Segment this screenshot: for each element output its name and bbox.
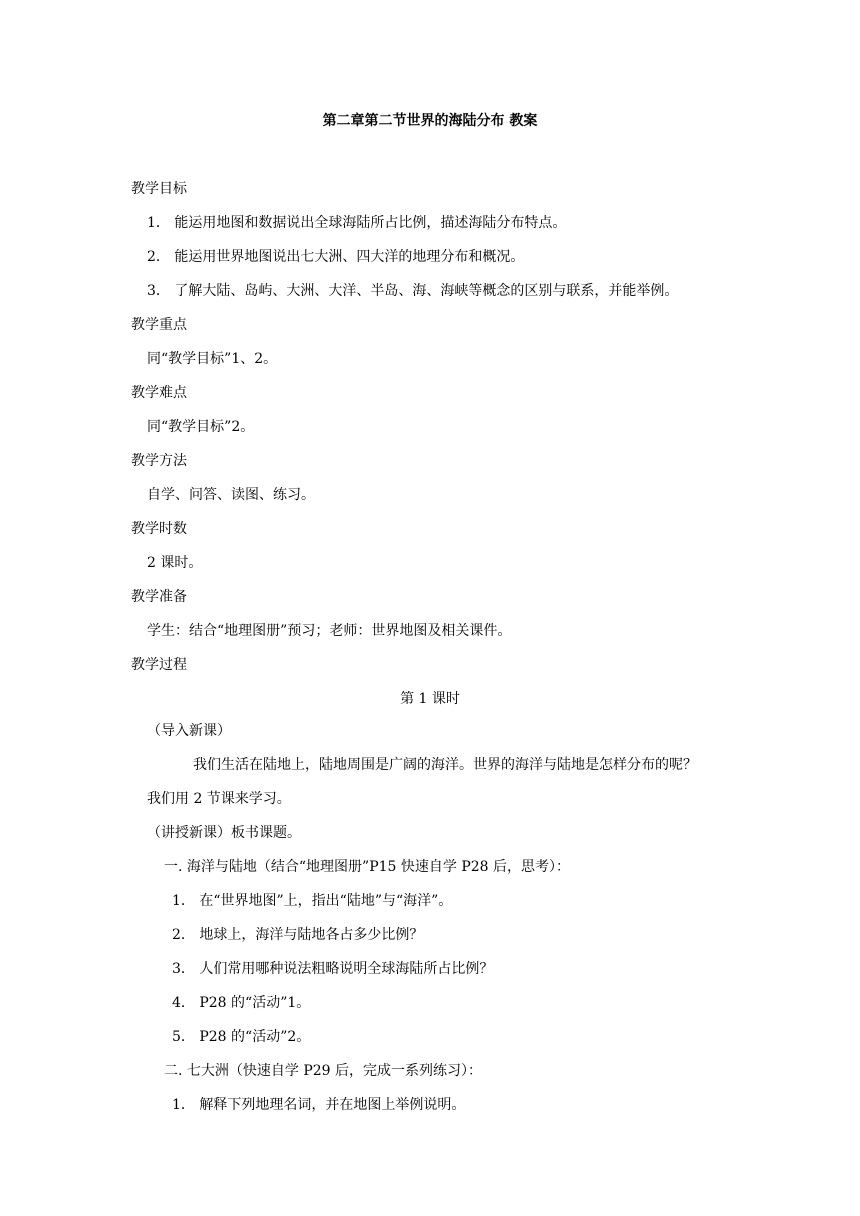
methods-heading: 教学方法 [131, 453, 187, 469]
lesson-heading: 第 1 课时 [400, 691, 460, 707]
difficulties-heading: 教学难点 [131, 385, 187, 401]
intro-label: （导入新课） [147, 723, 231, 739]
process-heading: 教学过程 [131, 657, 187, 673]
intro-text: 我们生活在陆地上，陆地周围是广阔的海洋。世界的海洋与陆地是怎样分布的呢？ [193, 757, 697, 773]
preparation-text: 学生：结合“地理图册”预习；老师：世界地图及相关课件。 [147, 623, 512, 639]
part1-heading: 一. 海洋与陆地（结合“地理图册”P15 快速自学 P28 后，思考）： [164, 859, 571, 875]
document-title: 第二章第二节世界的海陆分布 教案 [322, 113, 538, 129]
methods-text: 自学、问答、读图、练习。 [147, 487, 315, 503]
part1-item: 3． 人们常用哪种说法粗略说明全球海陆所占比例？ [172, 961, 494, 977]
preparation-heading: 教学准备 [131, 589, 187, 605]
part1-item: 4． P28 的“活动”1。 [172, 995, 311, 1011]
part2-heading: 二. 七大洲（快速自学 P29 后，完成一系列练习）： [164, 1063, 483, 1079]
key-points-text: 同“教学目标”1、2。 [147, 351, 278, 367]
part1-item: 5． P28 的“活动”2。 [172, 1029, 311, 1045]
intro-text-continued: 我们用 2 节课来学习。 [147, 791, 291, 807]
teach-label: （讲授新课）板书课题。 [147, 825, 301, 841]
objective-item: 3． 了解大陆、岛屿、大洲、大洋、半岛、海、海峡等概念的区别与联系，并能举例。 [147, 283, 679, 299]
hours-heading: 教学时数 [131, 521, 187, 537]
part2-item: 1． 解释下列地理名词，并在地图上举例说明。 [172, 1097, 466, 1113]
part1-item: 2． 地球上，海洋与陆地各占多少比例？ [172, 927, 424, 943]
key-points-heading: 教学重点 [131, 317, 187, 333]
part1-item: 1． 在“世界地图”上，指出“陆地”与“海洋”。 [172, 893, 453, 909]
objectives-heading: 教学目标 [131, 181, 187, 197]
difficulties-text: 同“教学目标”2。 [147, 419, 255, 435]
objective-item: 1． 能运用地图和数据说出全球海陆所占比例，描述海陆分布特点。 [147, 215, 567, 231]
objective-item: 2． 能运用世界地图说出七大洲、四大洋的地理分布和概况。 [147, 249, 525, 265]
hours-text: 2 课时。 [147, 555, 203, 571]
